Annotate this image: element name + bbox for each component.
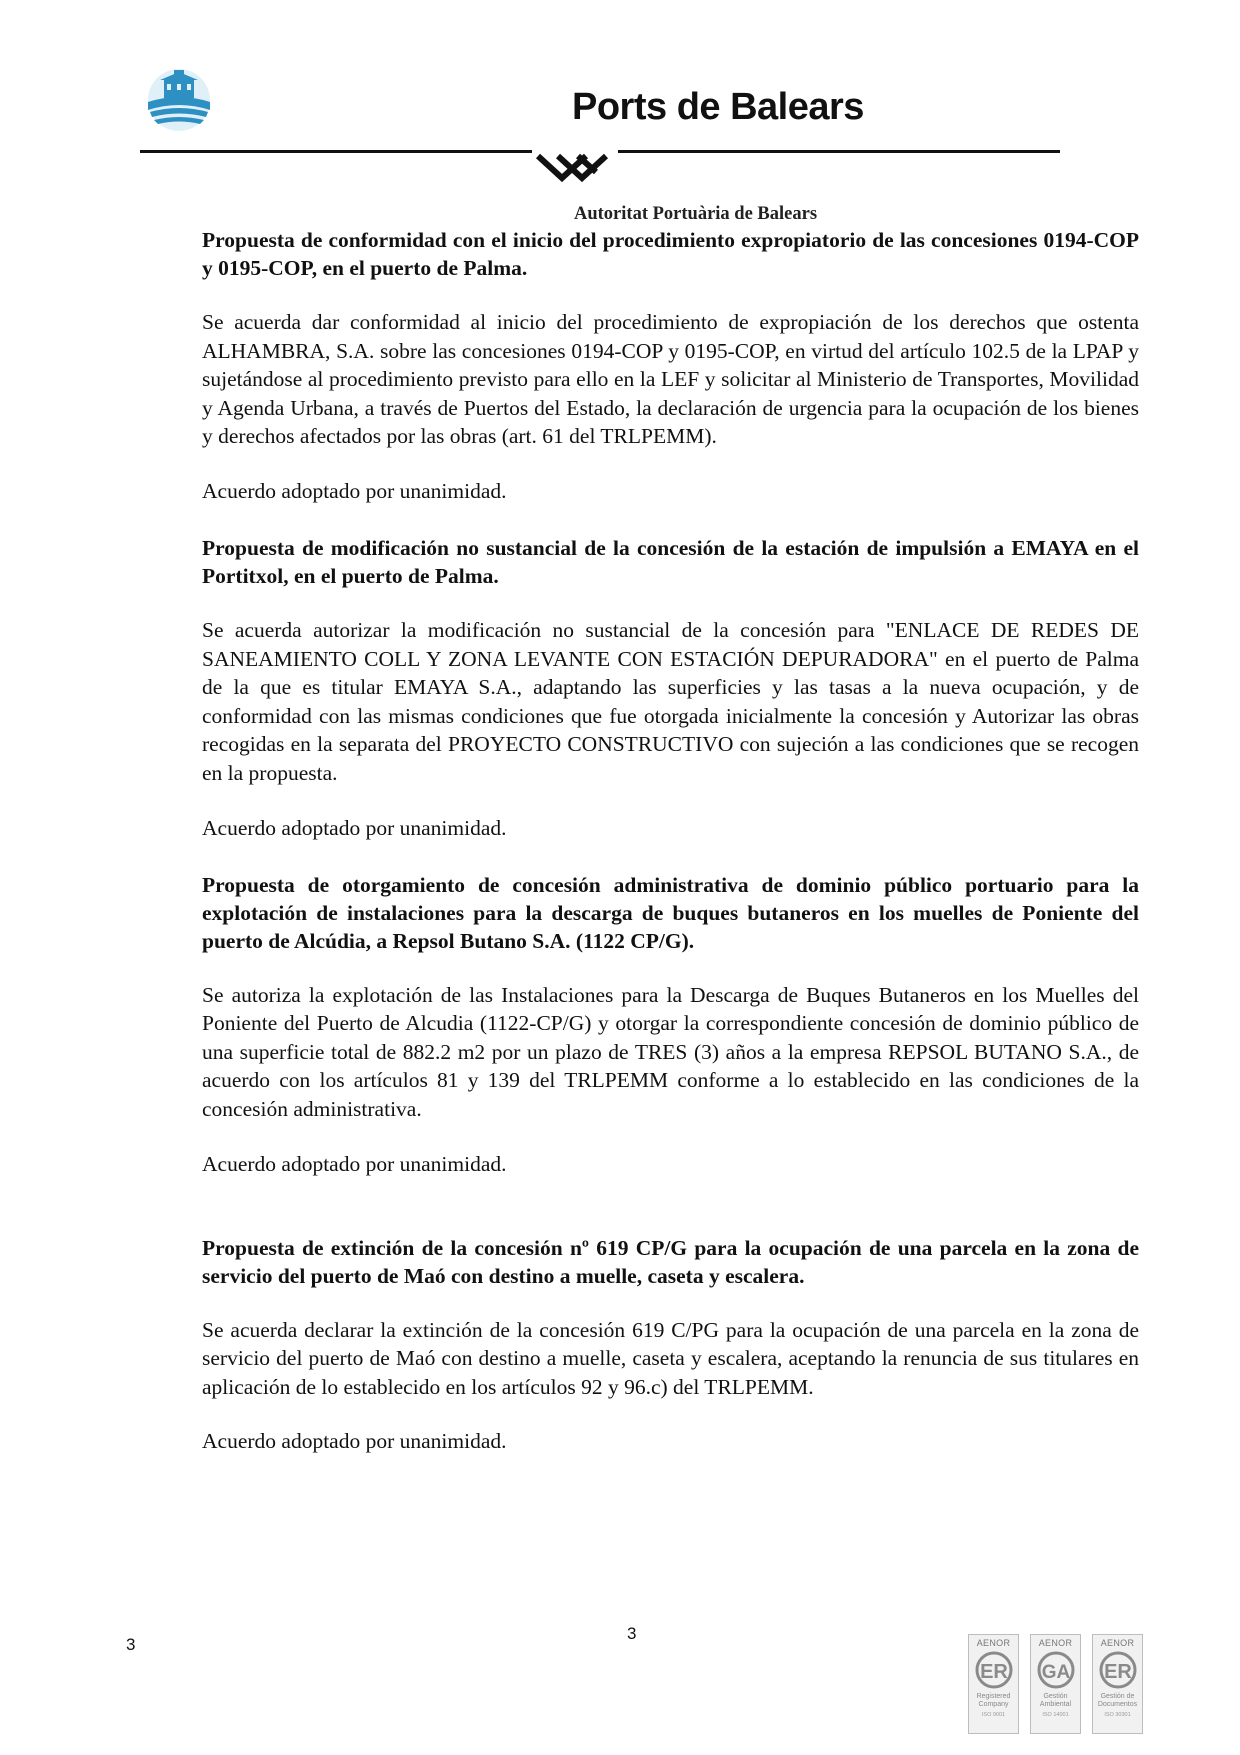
agreement-note: Acuerdo adoptado por unanimidad. (202, 815, 507, 840)
cert-iso: ISO 30301 (1104, 1712, 1131, 1718)
cert-iso: ISO 14001 (1042, 1712, 1069, 1718)
ports-de-balears-emblem-icon (140, 62, 218, 132)
svg-text:ER: ER (1103, 1661, 1132, 1683)
section-body: Se acuerda dar conformidad al inicio del procedimiento de expropiación de los derechos que ostenta ALHAMBRA, S.A. sobre las concesiones 0194-COP y 0195-COP, en virtud del artículo 102.5 de la LPAP y sujetándose al procedimiento previsto para ello en la LEF y solicitar al Ministerio de Transportes, Movilidad y Agenda Urbana, a través de Puertos del Estado, la declaración de urgencia para la ocupación de los bienes y derechos afectados por las obras (art. 61 del TRLPEMM). (202, 310, 1139, 449)
authority-subtitle: Autoritat Portuària de Balears (574, 204, 818, 224)
minutes-content (202, 226, 1139, 1455)
page-number-left: 3 (126, 1635, 136, 1654)
er-certified-icon (1098, 1651, 1138, 1689)
certification-badge (1092, 1634, 1143, 1734)
cert-iso: ISO 9001 (981, 1712, 1006, 1718)
certification-badge (968, 1634, 1019, 1734)
cert-brand: AENOR (976, 1638, 1011, 1648)
ga-certified-icon (1036, 1651, 1076, 1689)
section-body: Se acuerda autorizar la modificación no sustancial de la concesión para "ENLACE DE REDES DE SANEAMIENTO COLL Y ZONA LEVANTE CON ESTACIÓN DEPURADORA" en el puerto de Palma de la que es titular EMAYA S.A., adaptando las superficies y las tasas a la nueva ocupación, y de conformidad con las mismas condiciones que fue otorgada inicialmente la concesión y Autorizar las obras recogidas en la separata del PROYECTO CONSTRUCTIVO con sujeción a las condiciones que se recogen en la propuesta. (202, 617, 1139, 785)
cert-brand: AENOR (1038, 1638, 1073, 1648)
page-number-center: 3 (627, 1624, 637, 1643)
agreement-note: Acuerdo adoptado por unanimidad. (202, 1429, 507, 1454)
cert-brand: AENOR (1100, 1638, 1135, 1648)
cert-caption: Gestión de Documentos (1097, 1693, 1138, 1708)
section-body: Se autoriza la explotación de las Instalaciones para la Descarga de Buques Butaneros en los Muelles del Poniente del Puerto de Alcudia (1122-CP/G) y otorgar la correspondiente concesión de dominio público de una superficie total de 882.2 m2 por un plazo de TRES (3) años a la empresa REPSOL BUTANO S.A., de acuerdo con los artículos 81 y 139 del TRLPEMM conforme a lo establecido en las condiciones de la concesión administrativa. (202, 982, 1139, 1121)
cert-caption: Registered Company (976, 1693, 1011, 1708)
section-title: Propuesta de extinción de la concesión nº 619 CP/G para la ocupación de una parcela en la zona de servicio del puerto de Maó con destino a muelle, caseta y escalera. (202, 1235, 1139, 1288)
section-title: Propuesta de otorgamiento de concesión administrativa de dominio público portuario para la explotación de instalaciones para la descarga de buques butaneros en los muelles de Poniente del puerto de Alcúdia, a Repsol Butano S.A. (1122 CP/G). (202, 872, 1139, 953)
certification-logos (968, 1634, 1143, 1734)
agreement-note: Acuerdo adoptado por unanimidad. (202, 478, 507, 503)
section-body: Se acuerda declarar la extinción de la concesión 619 C/PG para la ocupación de una parcela en la zona de servicio del puerto de Maó con destino a muelle, caseta y escalera, aceptando la renuncia de sus titulares en aplicación de lo establecido en los artículos 92 y 96.c) del TRLPEMM. (202, 1317, 1139, 1399)
brand-title: Ports de Balears (572, 86, 864, 128)
svg-text:GA: GA (1041, 1662, 1070, 1683)
cert-caption: Gestión Ambiental (1039, 1693, 1072, 1708)
agreement-note: Acuerdo adoptado por unanimidad. (202, 1151, 507, 1176)
section-title: Propuesta de conformidad con el inicio del procedimiento expropiatorio de las concesiones 0194-COP y 0195-COP, en el puerto de Palma. (202, 228, 1139, 280)
section-title: Propuesta de modificación no sustancial de la concesión de la estación de impulsión a EMAYA en el Portitxol, en el puerto de Palma. (202, 535, 1139, 588)
er-certified-icon (974, 1651, 1014, 1689)
certification-badge (1030, 1634, 1081, 1734)
svg-text:ER: ER (979, 1661, 1008, 1683)
chevron-mark-icon (532, 146, 618, 188)
